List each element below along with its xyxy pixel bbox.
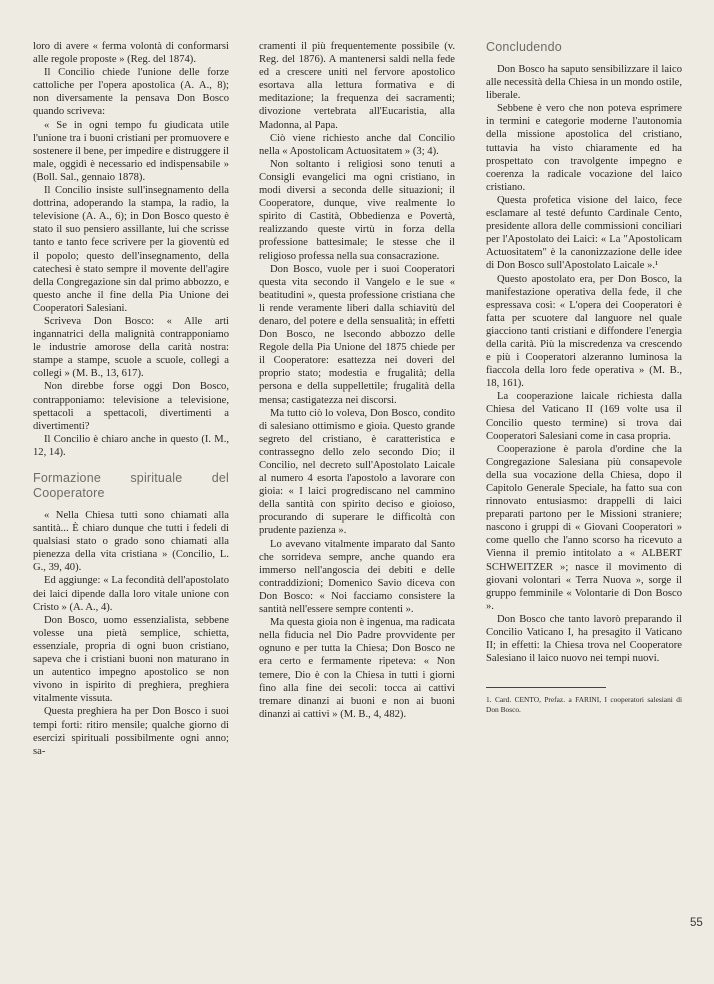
section-heading: Formazione spirituale del Cooperatore: [33, 471, 229, 500]
paragraph: Don Bosco che tanto lavorò preparando il Concilio Vaticano I, ha presagito il Vaticano II; in effetti: la Chiesa trova nel Cooperatore Salesiano il laico nuovo nei tempi nuovi.: [486, 613, 682, 665]
paragraph: Ma questa gioia non è ingenua, ma radicata nella fiducia nel Dio Padre provvidente per ognuno e per tutta la Chiesa; Don Bosco ne era certo e fermamente ripeteva: « Non temere, Dio è con la Chiesa in tutti i giorni fino alla fine dei secoli: tocca ai cattivi tremare dinanzi ai buoni e non ai buoni dinanzi ai cattivi » (M. B., 4, 482).: [259, 617, 455, 720]
column-right: [486, 40, 682, 714]
paragraph: Questa profetica visione del laico, fece esclamare al testé defunto Cardinale Cento, presidente allora delle commissioni conciliari per l'Apostolato dei Laici: « La "Apostolicam Actuositatem" è la canonizzazione delle idee di Don Bosco sull'Apostolato Laicale ».¹: [486, 194, 682, 272]
paragraph: Non soltanto i religiosi sono tenuti a Consigli evangelici ma ogni cristiano, in modi diversi a seconda delle situazioni; il Cooperatore, dunque, vive realmente lo spirito di Castità, Obbedienza e Povertà, realizzando queste virtù in forza della professione battesimale; le stesse che il religioso professa nella sua consacrazione.: [259, 158, 455, 262]
paragraph: Ed aggiunge: « La fecondità dell'apostolato dei laici dipende dalla loro vitale unione con Cristo » (A. A., 4).: [33, 575, 229, 613]
paragraph: Questa preghiera ha per Don Bosco i suoi tempi forti: ritiro mensile; qualche giorno di esercizi spirituali possibilmente ogni anno; sa-: [33, 706, 229, 757]
paragraph: Questo apostolato era, per Don Bosco, la manifestazione operativa della fede, il che espressava così: « L'opera dei Cooperatori è fatta per scuotere dal languore nel quale giacciono tanti cristiani e diffondere l'energia della carità. Più la miscredenza va crescendo e più i Cooperatori alzeranno luminosa la fiaccola della loro fede operativa » (M. B., 18, 161).: [486, 273, 682, 390]
paragraph: Il Concilio insiste sull'insegnamento della dottrina, adoperando la stampa, la radio, la televisione (A. A., 6); in Don Bosco questo è stato il suo pensiero assillante, lui che scrisse tanto e tanto fece scrivere per la gioventù ed il popolo; questo dell'insegnamento, della catechesi è stato sempre il movente dell'agire della Congregazione sin dal primo abbozzo, e questo anche il fine della Pia Unione dei Cooperatori Salesiani.: [33, 185, 229, 314]
paragraph: Don Bosco ha saputo sensibilizzare il laico alle necessità della Chiesa in un mondo ostile, liberale.: [486, 64, 682, 102]
paragraph: « Nella Chiesa tutti sono chiamati alla santità... È chiaro dunque che tutti i fedeli di qualsiasi stato o grado sono chiamati alla pienezza della vita cristiana » (Concilio, L. G., 39, 40).: [33, 510, 229, 574]
paragraph: Il Concilio è chiaro anche in questo (I. M., 12, 14).: [33, 433, 229, 458]
paragraph: Ciò viene richiesto anche dal Concilio nella « Apostolicam Actuositatem » (3; 4).: [259, 132, 455, 157]
paragraph: cramenti il più frequentemente possibile (v. Reg. del 1876). A mantenersi saldi nella fede ed a crescere uniti nel fervore apostolico esortava alla lettura formativa e di meditazione; la frequenza dei sacramenti; divozione vertebrata all'Eucaristia, alla Madonna, al Papa.: [259, 41, 455, 131]
paragraph: Scriveva Don Bosco: « Alle arti ingannatrici della malignità contrapponiamo le industrie amorose della carità nostra: stampe a stampe, scuole a scuole, collegi a collegi » (M. B., 13, 617).: [33, 315, 229, 380]
paragraph: Il Concilio chiede l'unione delle forze cattoliche per l'opera apostolica (A. A., 8); non diversamente la pensava Don Bosco quando scriveva:: [33, 67, 229, 118]
paragraph: Ma tutto ciò lo voleva, Don Bosco, condito di salesiano ottimismo e gioia. Questo grande segreto del cristiano, è caratteristica e contrassegno dello zelo secondo Dio; il Concilio, nel decreto sull'Apostolato Laicale al numero 4 esorta l'apostolo a lavorare con gioia: « I laici progrediscano nel cammino della santità con spirito deciso e gioioso, procurando di superare le difficoltà con prudente pazienza ».: [259, 407, 455, 537]
paragraph: loro di avere « ferma volontà di conformarsi alle regole proposte » (Reg. del 1874).: [33, 41, 229, 66]
column-middle: [259, 40, 455, 721]
paragraph: Don Bosco, vuole per i suoi Cooperatori questa vita secondo il Vangelo e le sue « beatitudini », questa professione cristiana che li rende veramente liberi dalla schiavitù del denaro, del potere e della sensualità; in effetti Don Bosco, ne lsecondo abbozzo delle Regole della Pia Unione del 1875 chiede per il Cooperatore: esattezza nei doveri del proprio stato; modestia e frugalità; della persona e della suppellettile; frugalità della mensa; castigatezza nei discorsi.: [259, 263, 455, 406]
paragraph: Cooperazione è parola d'ordine che la Congregazione Salesiana più consapevole della sua vocazione della Chiesa, dopo il Capitolo Generale Speciale, ha fatto sua con rinnovato entusiasmo: drappelli di laici preparati partono per le Missioni straniere; nascono i gruppi di « Giovani Cooperatori » come quello che l'anno scorso ha ricevuto a Vienna il premio intitolato a « ALBERT SCHWEITZER »; nasce il movimento di giovani volontari « Terra Nuova », sorge il gruppo femminile « Volontarie di Don Bosco ».: [486, 443, 682, 612]
paragraph: La cooperazione laicale richiesta dalla Chiesa del Vaticano II (169 volte usa il Concilio questo termine) si trova dai Cooperatori Salesiani come in casa propria.: [486, 391, 682, 442]
footnote: 1. Card. CENTO, Prefaz. a FARINI, I cooperatori salesiani di Don Bosco.: [486, 695, 682, 714]
column-left: [33, 40, 229, 758]
paragraph: Non direbbe forse oggi Don Bosco, contrapponiamo: televisione a televisione, spettacoli a spettacoli, divertimenti a divertimenti?: [33, 381, 229, 432]
paragraph: Don Bosco, uomo essenzialista, sebbene volesse una pietà semplice, schietta, essenziale, propria di ogni buon cristiano, sapeva che i cristiani buoni non maturano in un autentico impegno apostolico se non vivono in ispirito di preghiera, preghiera vitalmente vissuta.: [33, 614, 229, 705]
paragraph: Sebbene è vero che non poteva esprimere in termini e categorie moderne l'autonomia della missione apostolica del cristiano, tuttavia ha visto chiaramente ed ha prospettato con travolgente impegno e coerenza la radicale vocazione del laico cristiano.: [486, 103, 682, 193]
paragraph: « Se in ogni tempo fu giudicata utile l'unione tra i buoni cristiani per promuovere e sostenere il bene, per impedire e distruggere il male, oggidì è necessario ed indispensabile » (Boll. Sal., gennaio 1878).: [33, 119, 229, 183]
footnote-divider: [486, 687, 606, 688]
page-number: 55: [690, 917, 703, 929]
section-heading: Concludendo: [486, 40, 562, 54]
paragraph: Lo avevano vitalmente imparato dal Santo che sorrideva sempre, anche quando era immerso nell'angoscia dei debiti e delle contraddizioni; Domenico Savio diceva con Don Bosco: « Noi facciamo consistere la santità nell'essere sempre contenti ».: [259, 538, 455, 616]
